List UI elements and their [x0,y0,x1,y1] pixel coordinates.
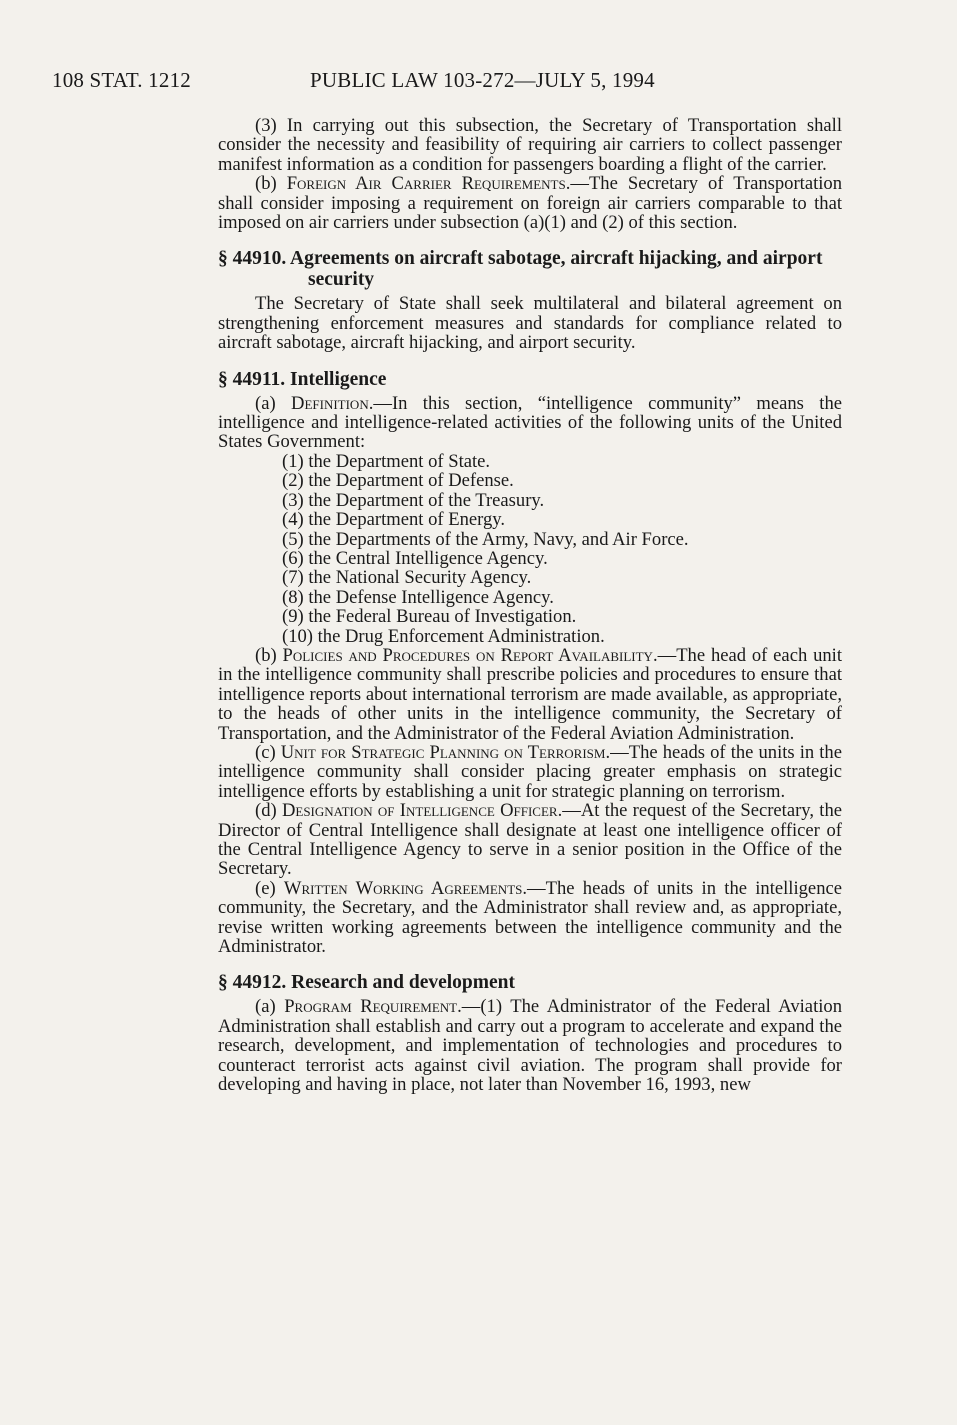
list-item: (9) the Federal Bureau of Investigation. [282,606,577,628]
paragraph-b-foreign-air-carrier [218,174,842,232]
para-text: —In this section, “intelligence community” means the intelligence and intelligence-related activities of the following units of the United States Government: [218,392,842,453]
para-text: —The heads of units in the intelligence community, the Secretary, and the Administrator shall review and, as appropriate, revise written working agreements between the intelligence community and the Administrator. [218,877,842,958]
para-number: (d) [255,800,282,822]
para-text: —The head of each unit in the intelligence community shall prescribe policies and procedures to ensure that intelligence reports about international terrorism are made available, as appropriate, to the heads of other units in the intelligence community, the Secretary of Transportation, and the Administrator of the Federal Aviation Administration. [218,644,842,744]
para-heading: Designation of Intelligence Officer. [281,800,563,822]
list-item: (1) the Department of State. [282,450,491,472]
para-number: (e) [255,877,284,899]
para-text: —(1) The Administrator of the Federal Aviation Administration shall establish and carry out a program to accelerate and expand the research, development, and implementation of technologies and procedures to counteract terrorist acts against civil aviation. The program shall provide for developing and having in place, not later than November 16, 1993, new [218,996,842,1096]
list-item: (5) the Departments of the Army, Navy, and Air Force. [282,528,689,550]
list-item: (4) the Department of Energy. [282,509,506,531]
para-heading: Policies and Procedures on Report Availability. [282,644,658,666]
list-item: (3) the Department of the Treasury. [282,489,545,511]
para-text: —At the request of the Secretary, the Director of Central Intelligence shall designate at least one intelligence officer of the Central Intelligence Agency to serve in a senior position in the Office of the Secretary. [218,800,842,880]
paragraph-3: (3) In carrying out this subsection, the Secretary of Transportation shall consider the necessity and feasibility of requiring air carriers to collect passenger manifest information as a condition for passengers boarding a flight of the carrier. [218,115,842,175]
para-heading: Unit for Strategic Planning on Terrorism. [280,741,611,763]
para-text: —The heads of the units in the intelligence community shall consider placing greater emphasis on strategic intelligence efforts by establishing a unit for strategic planning on terrorism. [218,741,842,802]
paragraph-d-intelligence-officer [218,801,842,879]
list-item: (8) the Defense Intelligence Agency. [282,586,554,608]
paragraph-b-policies [218,646,842,743]
law-title: PUBLIC LAW 103-272—JULY 5, 1994 [310,68,655,92]
body-text [218,116,842,1094]
para-heading: Foreign Air Carrier Requirements. [286,173,571,195]
section-heading-44911: § 44911. Intelligence [218,368,387,390]
page-reference: 108 STAT. 1212 [52,68,191,92]
paragraph-a-program-requirement [218,997,842,1094]
list-item: (10) the Drug Enforcement Administration. [282,625,605,647]
paragraph-a-definition [218,394,842,452]
section-44910-text: The Secretary of State shall seek multilateral and bilateral agreement on strengthening enforcement measures and standards for compliance related to aircraft sabotage, aircraft hijacking, and airport security. [218,293,842,354]
para-text: —The Secretary of Transportation shall consider imposing a requirement on foreign air carriers comparable to that imposed on air carriers under subsection (a)(1) and (2) of this section. [218,173,842,234]
paragraph-c-strategic-planning [218,743,842,801]
list-item: (2) the Department of Defense. [282,470,514,492]
para-number: (a) [255,392,292,414]
para-number: (b) [255,173,287,195]
paragraph-e-working-agreements [218,879,842,957]
para-number: (a) [255,996,285,1018]
section-heading-44912: § 44912. Research and development [218,972,516,994]
para-heading: Definition. [291,392,374,414]
para-heading: Program Requirement. [284,996,462,1018]
para-number: (b) [255,644,283,666]
para-heading: Written Working Agreements. [283,877,528,899]
section-heading-44910: § 44910. Agreements on aircraft sabotage, aircraft hijacking, and airport security [218,248,823,291]
list-item: (7) the National Security Agency. [282,567,532,589]
list-item: (6) the Central Intelligence Agency. [282,547,548,569]
para-number: (c) [255,741,281,763]
